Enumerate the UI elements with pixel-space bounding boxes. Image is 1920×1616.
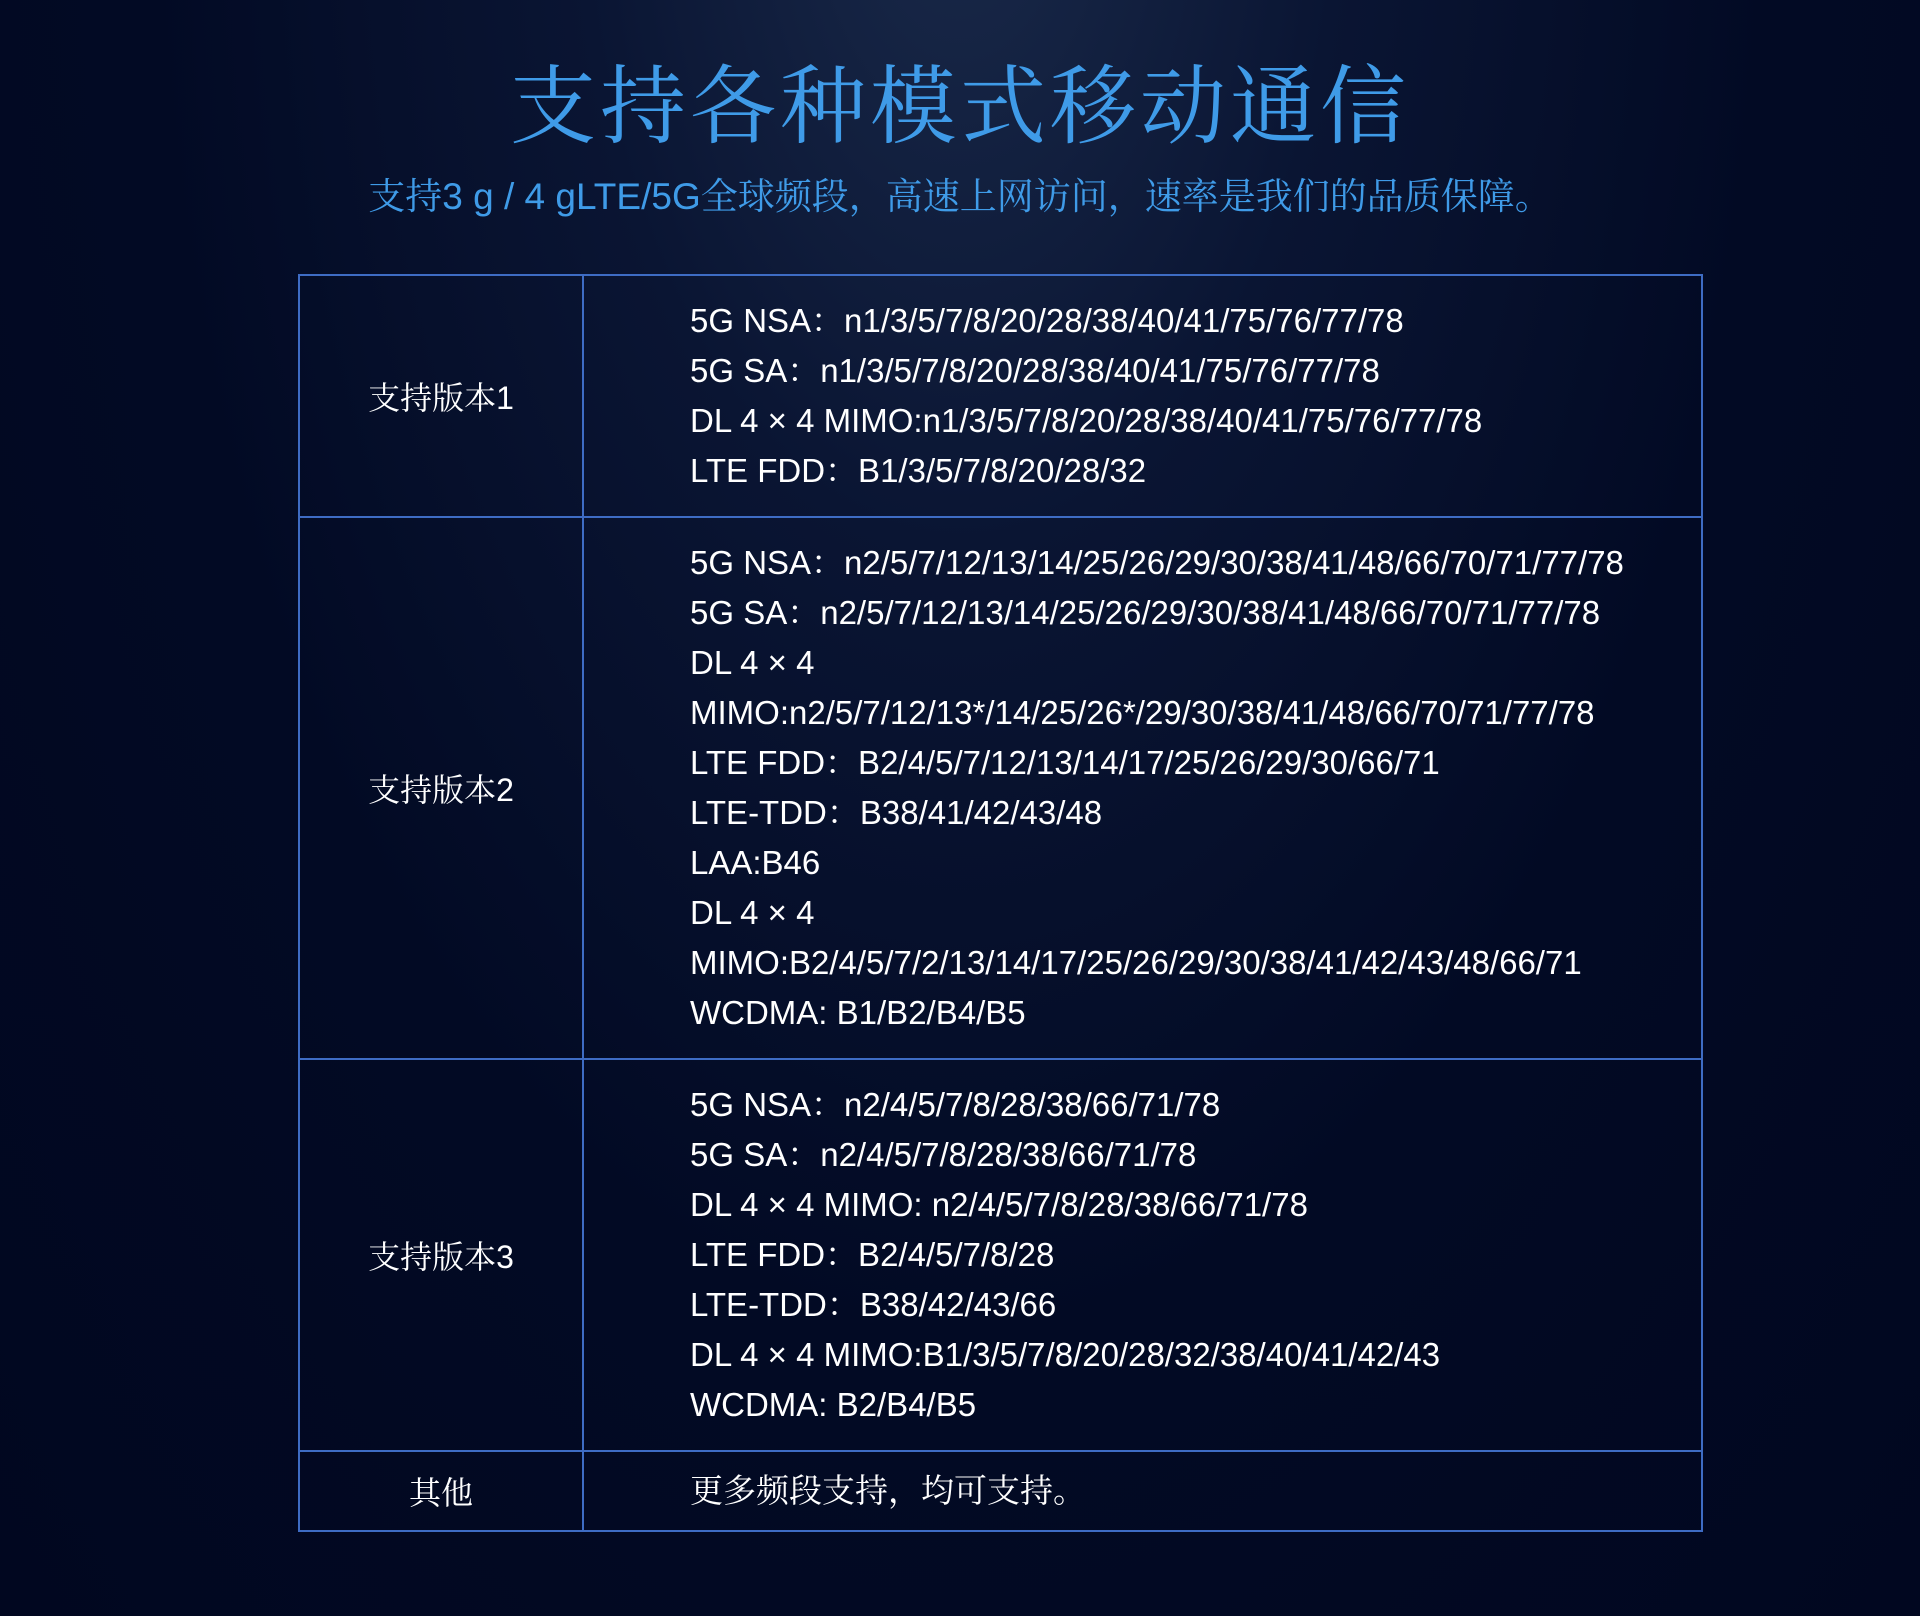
band-line: MIMO:B2/4/5/7/2/13/14/17/25/26/29/30/38/41/42/43/48/66/71: [690, 944, 1582, 981]
row-label-version-1: 支持版本1: [299, 275, 583, 517]
band-line: 5G NSA：n2/4/5/7/8/28/38/66/71/78: [690, 1086, 1221, 1123]
band-line: WCDMA: B2/B4/B5: [690, 1386, 977, 1423]
band-line: 5G NSA：n2/5/7/12/13/14/25/26/29/30/38/41/48/66/70/71/77/78: [690, 544, 1624, 581]
band-line: MIMO:n2/5/7/12/13*/14/25/26*/29/30/38/41/48/66/70/71/77/78: [690, 694, 1595, 731]
row-value-other: [583, 1451, 1702, 1531]
table-row-version-2: [299, 517, 1702, 1059]
band-line: 5G SA：n2/4/5/7/8/28/38/66/71/78: [690, 1136, 1197, 1173]
row-value-version-2: [583, 517, 1702, 1059]
table-row-other: [299, 1451, 1702, 1531]
row-value-version-1: [583, 275, 1702, 517]
band-line: WCDMA: B1/B2/B4/B5: [690, 994, 1026, 1031]
band-support-table: [298, 274, 1703, 1532]
band-line: 5G NSA：n1/3/5/7/8/20/28/38/40/41/75/76/77/78: [690, 302, 1404, 339]
band-line: LTE FDD：B2/4/5/7/8/28: [690, 1236, 1055, 1273]
band-line: 5G SA：n2/5/7/12/13/14/25/26/29/30/38/41/48/66/70/71/77/78: [690, 594, 1601, 631]
band-line: LTE FDD：B2/4/5/7/12/13/14/17/25/26/29/30/66/71: [690, 744, 1440, 781]
row-value-version-3: [583, 1059, 1702, 1451]
table-row-version-1: [299, 275, 1702, 517]
page-title: 支持各种模式移动通信: [510, 59, 1410, 155]
band-line: DL 4 × 4 MIMO:n1/3/5/7/8/20/28/38/40/41/75/76/77/78: [690, 402, 1483, 439]
row-label-version-3: 支持版本3: [299, 1059, 583, 1451]
band-line: LTE FDD：B1/3/5/7/8/20/28/32: [690, 452, 1147, 489]
band-line: DL 4 × 4: [690, 894, 815, 931]
band-line: DL 4 × 4 MIMO:B1/3/5/7/8/20/28/32/38/40/41/42/43: [690, 1336, 1441, 1373]
table-row-version-3: [299, 1059, 1702, 1451]
band-line: 5G SA：n1/3/5/7/8/20/28/38/40/41/75/76/77/78: [690, 352, 1380, 389]
row-label-other: 其他: [299, 1451, 583, 1531]
band-line: LTE-TDD：B38/41/42/43/48: [690, 794, 1103, 831]
page-subtitle: 支持3 g / 4 gLTE/5G全球频段，高速上网访问，速率是我们的品质保障。: [368, 176, 1552, 217]
band-line: LTE-TDD：B38/42/43/66: [690, 1286, 1057, 1323]
band-line: DL 4 × 4: [690, 644, 815, 681]
band-line: LAA:B46: [690, 844, 821, 881]
band-line: 更多频段支持，均可支持。: [690, 1472, 1086, 1509]
row-label-version-2: 支持版本2: [299, 517, 583, 1059]
band-line: DL 4 × 4 MIMO: n2/4/5/7/8/28/38/66/71/78: [690, 1186, 1308, 1223]
